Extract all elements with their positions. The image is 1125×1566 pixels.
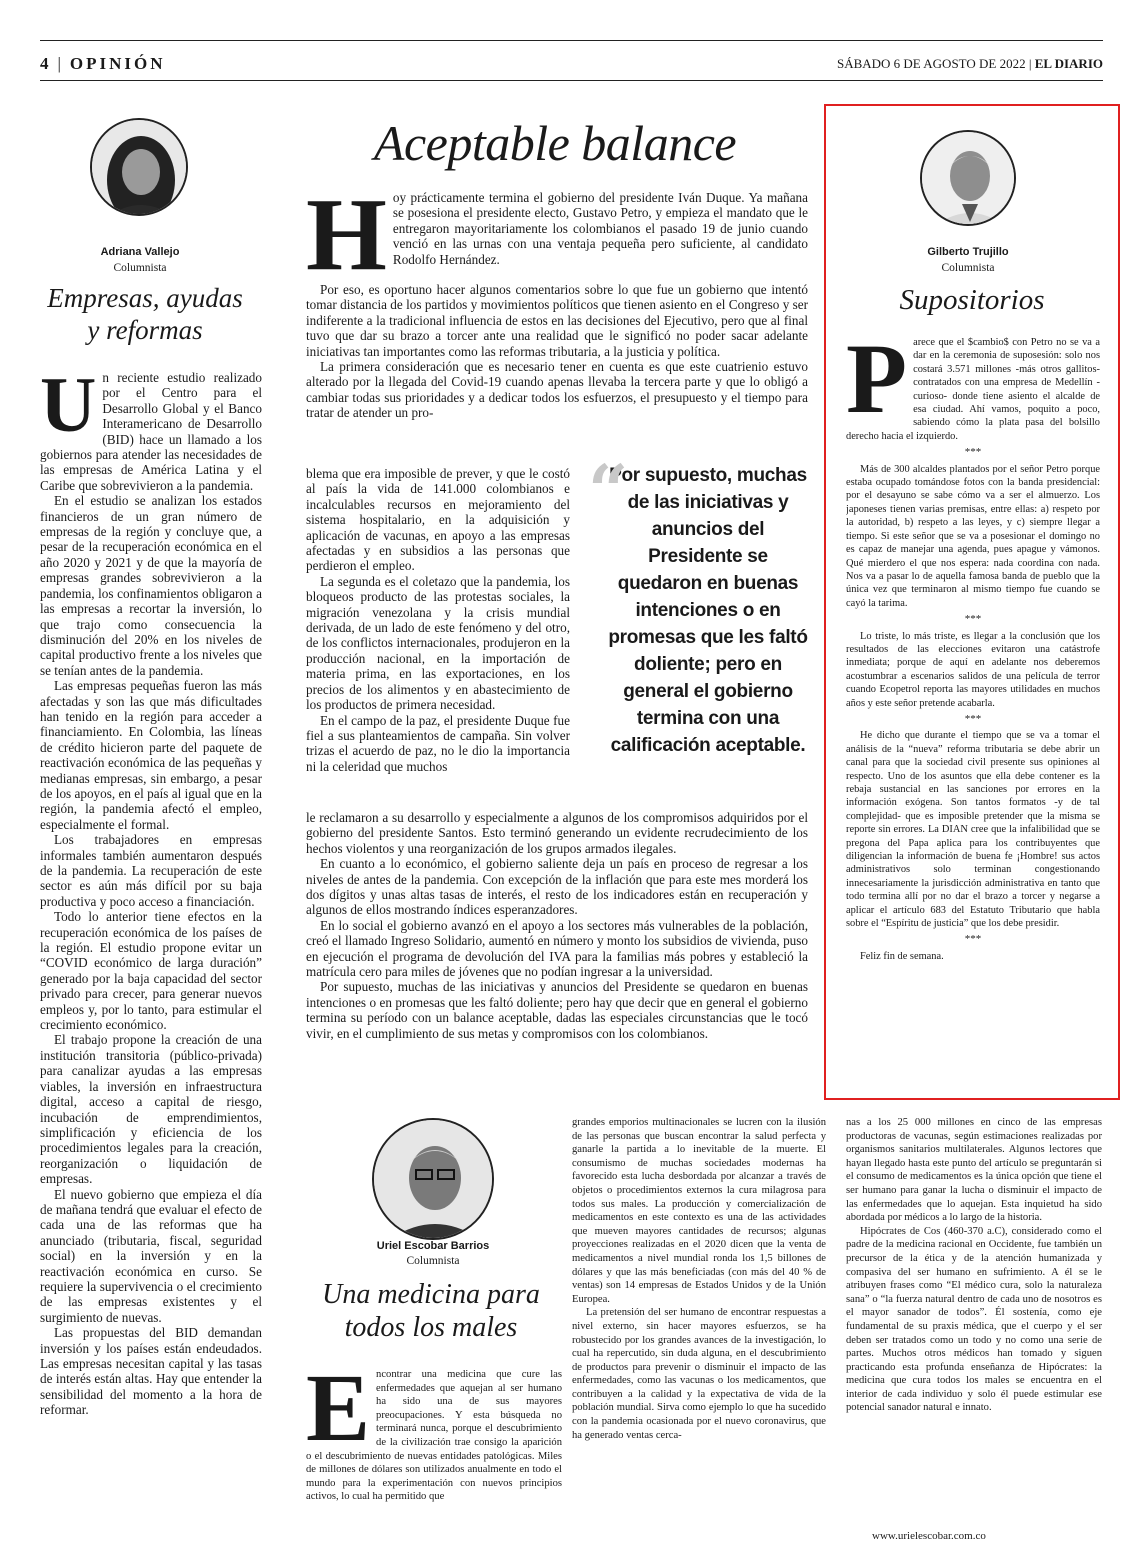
author-role: Columnista: [113, 262, 167, 274]
dropcap: E: [306, 1368, 371, 1461]
article-col-1: E ncontrar una medicina que cure las enfermedades que aquejan al ser humano ha sido una de sus mayores preocupaciones. Y esta búsqueda no terminará nunca, porque el descubrimiento de la civilización trae consigo la aparición o el descubrimiento de nuevas entidades patológicas. Miles de millones de dólares son utilizados anualmente en todo el mundo para la experimentación con nuevos principios activos, lo cual ha permitido que: [306, 1368, 562, 1503]
section-header: 4 | OPINIÓN: [40, 54, 166, 73]
pull-quote: [588, 449, 808, 759]
dropcap: H: [306, 190, 387, 278]
header-top-rule: [40, 40, 1103, 41]
article-title: Una medicina para todos los males: [322, 1279, 540, 1343]
dropcap: P: [846, 336, 908, 434]
newspaper-name: EL DIARIO: [1034, 56, 1103, 71]
column-text-empresas: U n reciente estudio realizado por el Centro para el Desarrollo Global y el Banco Interamericano de Desarrollo (BID) hace un llamado a los gobiernos para atender las necesidades de las empresas de América Latina y el Caribe que sobrevivieron a la pandemia. En el estudio se analizan los estados financieros de un gran número de empresas de la región y concluye que, a pesar de la recuperación económica en el año 2020 y 2021 y de que la mayoría de empresas grandes sobrevivieron a la pandemia, los confinamientos obligaron a las empresas a recortar la inversión, lo que trajo como consecuencia la disminución del 20% en los niveles de capital productivo frente a los niveles que se tenían antes de la pandemia. Las empresas pequeñas fueron las más afectadas y son las que más dificultades han tenido en la región para acceder a financiamiento. En Colombia, las líneas de crédito hicieron parte del paquete de reactivación económica de las pequeñas y medianas empresas, sin embargo, a pesar de los apoyos, en el país al igual que en la región, la pandemia afectó el empleo, especialmente el formal. Los trabajadores en empresas informales también aumentaron después de la pandemia. La recuperación de este sector es aún más difícil por su baja productiva y poco acceso a financiación. Todo lo anterior tiene efectos en la recuperación económica de los países de la región. El estudio propone evitar un “COVID económico de larga duración” generado por la baja capacidad del sector privado para crecer, para generar nuevos empleos y, por lo tanto, para estimular el crecimiento económico. El trabajo propone la creación de una institución transitoria (público-privada) para canalizar ayudas a las empresas viables, la inversión en infraestructura digital, acceso a capital de riesgo, incubación de emprendimientos, simplificación y eficiencia de los procedimientos legales para la creación, reorganización o liquidación de empresas. El nuevo gobierno que empieza el día de mañana tendrá que evaluar el efecto de cada una de las reformas que ha anunciado (tributaria, fiscal, seguridad social) en la inversión y en la reactivación económica en curso. Se requiere la supervivencia o el crecimiento de las empresas existentes y el surgimiento de nuevas. Las propuestas del BID demandan inversión y los países están endeudados. Las empresas necesitan capital y las tasas de interés están altas. Hay que entender la sensibilidad del momento a la hora de reformar.: [40, 370, 262, 1418]
separator-stars: ***: [964, 446, 982, 459]
dropcap: U: [40, 370, 97, 448]
avatar-gilberto-trujillo: [920, 130, 1016, 226]
page-number: 4: [40, 54, 52, 73]
author-website-link[interactable]: www.urielescobar.com.co: [872, 1530, 986, 1542]
separator-stars: ***: [964, 933, 982, 946]
separator-stars: ***: [964, 613, 982, 626]
pull-quote-text: Por supuesto, muchas de las iniciativas y anuncios del Presidente se quedaron en buenas intenciones o en promesas que les faltó doliente; pero en general el gobierno termina con una calificación aceptable.: [608, 465, 808, 756]
header-bottom-rule: [40, 80, 1103, 81]
article-col-2: grandes emporios multinacionales se lucren con la ilusión de las personas que buscan encontrar la salud perfecta y ganarle la partida a lo inevitable de la muerte. El consumismo de muchas sociedades modernas ha favorecido esta lucha desbordada por alcanzar a través de objetos o procedimientos externos la cura milagrosa para todos sus males. La producción y comercialización de medicamentos en este contexto es una de las actividades que mueven mayores cantidades de recursos; algunas proyecciones realizadas en el 2020 dicen que la venta de medicamentos a nivel mundial ronda los 1,5 billones de dólares y que las más beneficiadas (con más del 40 % de ventas) son 14 empresas de Estados Unidos y de la Unión Europea. La pretensión del ser humano de encontrar respuestas a nivel externo, sin hacer mayores esfuerzos, se ha robustecido por los grandes avances de la investigación, lo cual ha repercutido, sin duda alguna, en el descubrimiento de productos para prevenir o disminuir el impacto de las enfermedades, como las vacunas o los medicamentos, que contribuyen a la calidad y la expectativa de vida de la población mundial. Sirva como ejemplo lo que ha sucedido con la pandemia ocasionada por el nuevo coronavirus, que ha generado ventas cerca-: [572, 1117, 826, 1441]
column-text-supositorios: P arece que el $cambio$ con Petro no se va a dar en la ceremonia de suposesión: solo nos costará 3.571 millones -más otros gallitos- contratados con una empresa de Medellín -curioso- donde tiene asiento el alcalde de esa ciudad. Ahí vamos, poquito a poco, sabiendo cómo la plata pasa del bolsillo derecho hacia el izquierdo. *** Más de 300 alcaldes plantados por el señor Petro porque estaba ocupado tomándose fotos con la banda presidencial: por el desayuno se sabe cómo va a ser el almuerzo. Los japoneses tienen varias premisas, entre ellas: a) respeto por la autoridad, b) respeto a las leyes, y c) siempre llegar a tiempo. Si este señor que se va a posesionar el domingo no es capaz de manejar una agenda, pues apague y vámonos. Qué mierdero el que nos espera: nada coordina con nada. Nos va a pasar lo de aquella famosa banda de pueblo que la única vez que terminaron al mismo tiempo fue cuando se cayó la tarima. *** Lo triste, lo más triste, es llegar a la conclusión que los resultados de las elecciones evitaron una catástrofe inmediata; porque de aquí en adelante nos deberemos acostumbrar a escenarios salidos de una película de terror cuando Ecopetrol reporta las mayores utilidades en muchos años y este señor pretende acabarla. *** He dicho que durante el tiempo que se va a tomar el análisis de la “nueva” reforma tributaria se debe abrir un canal para que la sociedad civil presente sus opiniones al respecto. Uno de los asuntos que ella debe contener es la rebaja sustancial en las sanciones por errores en la información exógena. Son tantos formatos -y de tal complejidad- que es imposible pretender que la misma se reporte sin errores. La DIAN cree que la infalibilidad que se pregona del Papa aplica para los contribuyentes que diligencian la información de buena fe ¡Hombre! sus actos administrativos solo terminan congestionando innecesariamente la jurisdicción administrativa en tanto que todo termina allí por no dar el brazo a torcer y negarse a aplicar el artículo 683 del Estatuto Tributario que habla sobre el “Espíritu de justicia” que los debe presidir. *** Feliz fin de semana.: [846, 336, 1100, 962]
author-role: Columnista: [406, 1255, 460, 1267]
section-name: OPINIÓN: [69, 54, 166, 73]
editorial-body-wide-1: Por eso, es oportuno hacer algunos comentarios sobre lo que fue un gobierno que intentó tomar distancia de los partidos y movimientos políticos que tienen asiento en el Congreso y ser indiferente a la tradicional influencia de estos en las decisiones del Ejecutivo, pero que al final tuvo que dar su brazo a torcer ante una realidad que le significó no poder sacar adelante iniciativas tan importantes como las reformas tributaria, a la justicia y política. La primera consideración que es necesario tener en cuenta es que este cuatrienio estuvo alterado por la llegada del Covid-19 cuando apenas llevaba la tercera parte y que lo obligó a cambiar todas sus prioridades y a dedicar todos los esfuerzos, el presupuesto y el tiempo para tratar de atender un pro-: [306, 282, 808, 421]
avatar-adriana-vallejo: [90, 118, 188, 216]
date-line: SÁBADO 6 DE AGOSTO DE 2022 | EL DIARIO: [836, 56, 1103, 71]
author-name: Gilberto Trujillo: [927, 246, 1009, 258]
author-role: Columnista: [941, 262, 995, 274]
separator-stars: ***: [964, 712, 982, 725]
editorial-body-narrow: blema que era imposible de prever, y que le costó al país la vida de 141.000 colombianos e incalculables recursos en mejoramiento del sistema hospitalario, en la adquisición y aplicación de vacunas, en apoyo a las empresas afectadas y en subsidios a las personas que perdieron el empleo. La segunda es el coletazo que la pandemia, los bloqueos producto de las protestas sociales, la migración venezolana y la crisis mundial derivada, de un lado de este fenómeno y del otro, de los conflictos internacionales, produjeron en la producción nacional, en la importación de materia prima, en las exportaciones, en los precios de los alimentos y en abastecimiento de los productos de primera necesidad. En el campo de la paz, el presidente Duque fue fiel a sus planteamientos de campaña. Sin volver trizas el acuerdo de paz, no le dio la importancia ni la celeridad que muchos: [306, 466, 570, 774]
editorial-body-wide-2: le reclamaron a su desarrollo y especialmente a algunos de los compromisos adquiridos por el gobierno del presidente Santos. Esto terminó generando un evidente recrudecimiento de los hechos violentos y una reorganización de los grupos armados ilegales. En cuanto a lo económico, el gobierno saliente deja un país en proceso de regresar a los niveles de antes de la pandemia. Con excepción de la inflación que para este mes morderá los dos dígitos y unas altas tasas de interés, el resto de los indicadores están en recuperación y algunos de ellos mostrando índices esperanzadores. En lo social el gobierno avanzó en el apoyo a los sectores más vulnerables de la población, creó el llamado Ingreso Solidario, aumentó en número y monto los subsidios de vivienda, puso en ejecución el programa de devolución del IVA para la familias más pobres y estableció la matrícula cero para miles de jóvenes que no podían ingresar a la universidad. Por supuesto, muchas de las iniciativas y anuncios del Presidente se quedaron en buenas intenciones o en promesas que les faltó doliente; pero hay que decir que en general el gobierno termina su período con un balance aceptable, dadas las especiales circunstancias que le tocó vivir, en el cumplimiento de sus metas y compromisos con los colombianos.: [306, 810, 808, 1041]
editorial-title: Aceptable balance: [373, 115, 737, 171]
column-title: Empresas, ayudas y reformas: [47, 283, 243, 345]
author-name: Uriel Escobar Barrios: [376, 1240, 490, 1252]
author-name: Adriana Vallejo: [100, 246, 180, 258]
column-title: Supositorios: [899, 284, 1045, 316]
issue-date: SÁBADO 6 DE AGOSTO DE 2022: [836, 56, 1026, 71]
avatar-uriel-escobar: [372, 1118, 494, 1240]
editorial-intro: H oy prácticamente termina el gobierno del presidente Iván Duque. Ya mañana se posesiona el presidente electo, Gustavo Petro, y empieza el mandato que le entregaron mayoritariamente los colombianos el pasado 19 de junio cuando venció en las urnas con una ventaja pequeña pero suficiente, al candidato Rodolfo Hernández.: [306, 190, 808, 278]
quote-mark-icon: “: [588, 449, 629, 532]
article-col-3: nas a los 25 000 millones en cinco de las empresas productoras de vacunas, según estimaciones realizadas por organismos sanitarios multilaterales. Algunos lectores que hayan llegado hasta este punto del artículo se preguntarán si el consumo de medicamentos es la única opción que tiene el ser humano para ganar la lucha o disminuir el impacto de las enfermedades que lo aquejan. Esta inquietud ha sido abordada por médicos a lo largo de la historia. Hipócrates de Cos (460-370 a.C), considerado como el padre de la medicina racional en Occidente, fue también un precursor de la ética y de la atención humanizada y compasiva del ser humano en sufrimiento. A él se le atribuyen frases como “El médico cura, solo la naturaleza sana” o “la fuerza natural dentro de cada uno de nosotros es el mayor sanador de todos”. Él sostenía, como eje fundamental de su praxis médica, que el cuerpo y el ser deben ser tratados como un todo y no como una serie de partes. Muchos otros médicos han tomado y siguen practicando esta profunda enseñanza de Hipócrates: la medicina que cura todos los males se encuentra en el interior de cada individuo y solo él puede estimular ese potencial sanador natural e innato.: [846, 1117, 1102, 1414]
